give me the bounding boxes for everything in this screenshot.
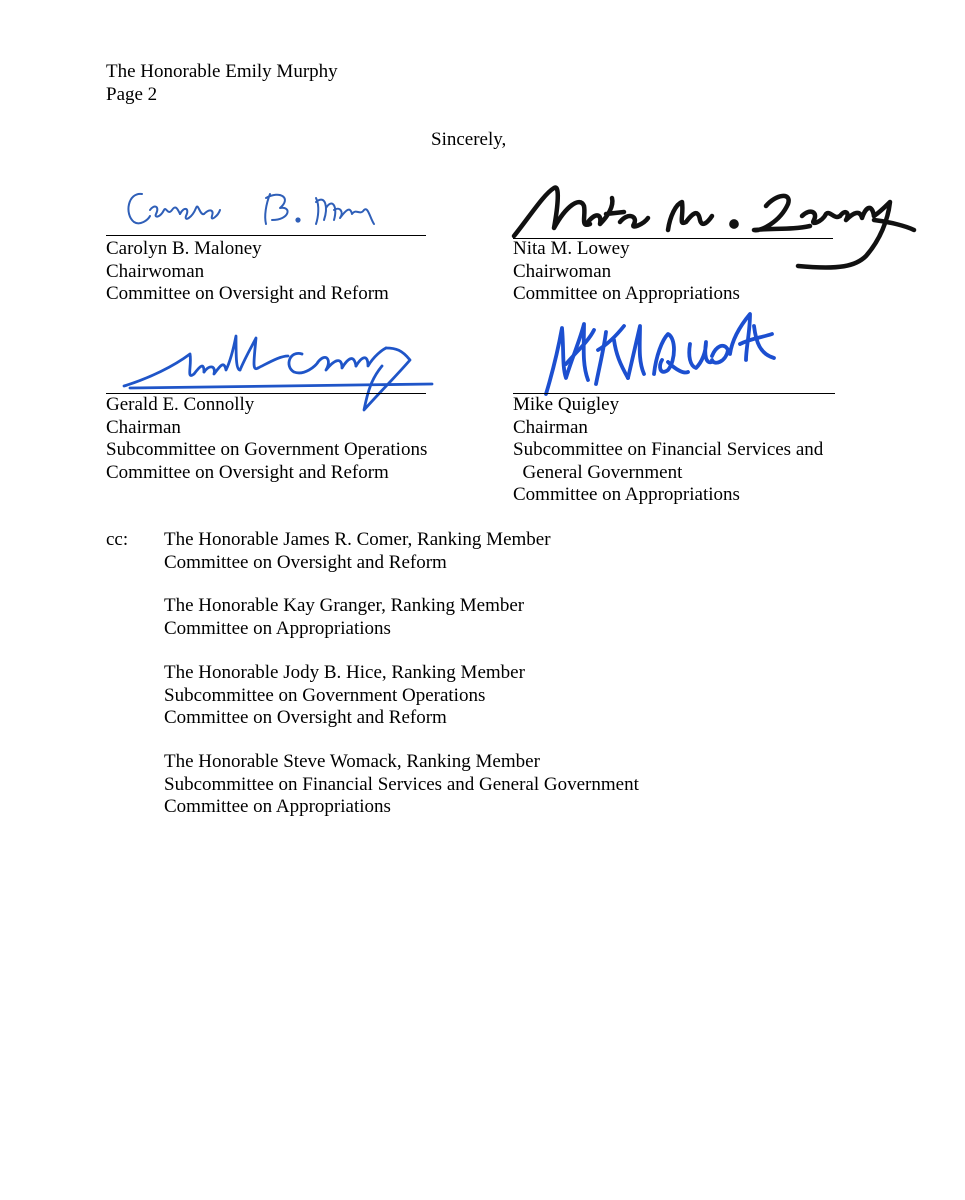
cc-recipient-name: The Honorable James R. Comer, Ranking Member bbox=[164, 529, 551, 550]
signatory-block-lowey bbox=[513, 238, 740, 306]
signatory-block-quigley bbox=[513, 394, 823, 507]
cc-recipient-committee: Committee on Appropriations bbox=[164, 617, 391, 639]
cc-recipient-subcommittee: Subcommittee on Government Operations bbox=[164, 684, 486, 706]
signatory-name: Nita M. Lowey bbox=[513, 238, 630, 259]
signatory-subcommittee-continued: General Government bbox=[513, 461, 683, 483]
cc-recipient-comer bbox=[164, 529, 551, 574]
signatory-title: Chairman bbox=[513, 416, 588, 438]
cc-label: cc: bbox=[106, 529, 129, 550]
signatory-committee: Committee on Appropriations bbox=[513, 484, 740, 505]
signatory-name: Carolyn B. Maloney bbox=[106, 238, 262, 259]
signatory-committee: Committee on Appropriations bbox=[513, 283, 740, 304]
signatory-subcommittee: Subcommittee on Financial Services and bbox=[513, 439, 824, 460]
signatory-block-connolly bbox=[106, 394, 427, 484]
signatory-name: Mike Quigley bbox=[513, 394, 620, 415]
signature-quigley bbox=[536, 304, 786, 404]
signatory-title: Chairwoman bbox=[513, 260, 612, 282]
cc-recipient-granger bbox=[164, 595, 524, 640]
signatory-title: Chairman bbox=[106, 416, 181, 438]
page-number: Page 2 bbox=[106, 83, 158, 105]
addressee-line: The Honorable Emily Murphy bbox=[106, 61, 338, 82]
cc-recipient-committee: Committee on Oversight and Reform bbox=[164, 551, 447, 573]
signatory-block-maloney bbox=[106, 238, 389, 306]
cc-recipient-hice bbox=[164, 662, 525, 730]
cc-recipient-womack bbox=[164, 751, 639, 819]
signatory-title: Chairwoman bbox=[106, 260, 205, 282]
cc-recipient-subcommittee: Subcommittee on Financial Services and General Government bbox=[164, 773, 639, 795]
signature-line bbox=[106, 235, 426, 236]
signatory-name: Gerald E. Connolly bbox=[106, 394, 255, 415]
cc-recipient-committee: Committee on Appropriations bbox=[164, 796, 391, 817]
closing: Sincerely, bbox=[431, 129, 507, 150]
letter-header bbox=[106, 61, 338, 106]
cc-recipient-name: The Honorable Jody B. Hice, Ranking Member bbox=[164, 662, 525, 683]
signatory-subcommittee: Subcommittee on Government Operations bbox=[106, 439, 428, 460]
cc-recipient-name: The Honorable Steve Womack, Ranking Member bbox=[164, 751, 540, 772]
cc-recipient-name: The Honorable Kay Granger, Ranking Member bbox=[164, 595, 525, 616]
signatory-committee: Committee on Oversight and Reform bbox=[106, 461, 389, 483]
cc-recipient-committee: Committee on Oversight and Reform bbox=[164, 707, 447, 728]
signature-maloney bbox=[120, 180, 390, 235]
signatory-committee: Committee on Oversight and Reform bbox=[106, 283, 389, 304]
